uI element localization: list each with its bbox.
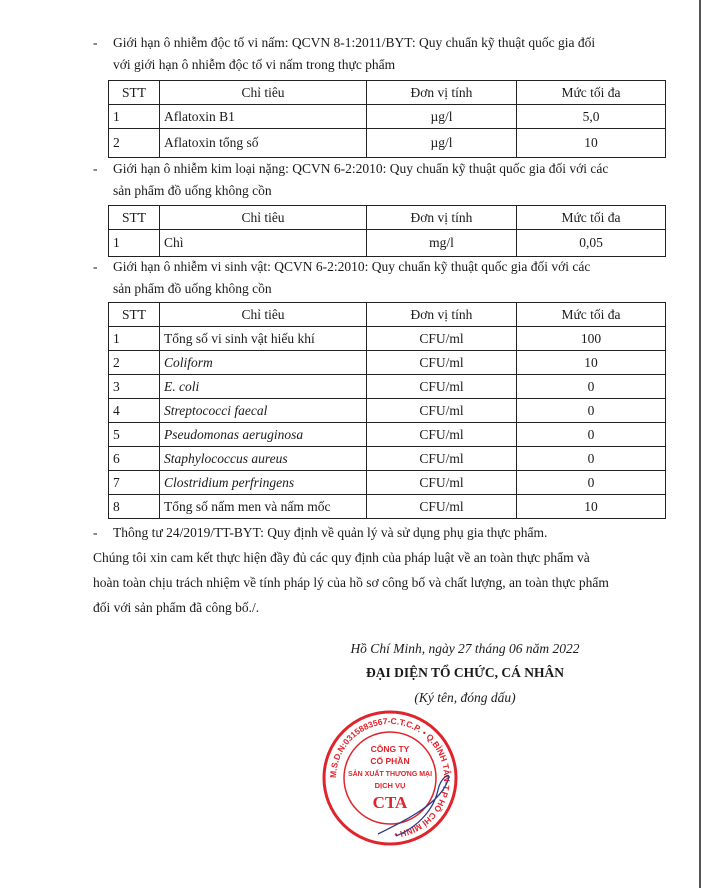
cell-stt: 2 <box>109 351 160 375</box>
col-stt: STT <box>109 81 160 105</box>
col-criteria: Chỉ tiêu <box>160 303 367 327</box>
cell-unit: µg/l <box>367 129 517 158</box>
table-row <box>109 399 666 423</box>
page-edge <box>699 0 701 888</box>
bullet-text-line2: với giới hạn ô nhiễm độc tố vi nấm trong thực phẩm <box>113 57 396 72</box>
cell-max: 0 <box>517 423 666 447</box>
col-max: Mức tối đa <box>517 81 666 105</box>
cell-max: 10 <box>517 129 666 158</box>
cell-unit: CFU/ml <box>367 447 517 471</box>
cell-unit: CFU/ml <box>367 471 517 495</box>
col-unit: Đơn vị tính <box>367 303 517 327</box>
bullet-mycotoxin <box>93 32 653 76</box>
place-date: Hồ Chí Minh, ngày 27 tháng 06 năm 2022 <box>350 641 580 656</box>
cell-unit: CFU/ml <box>367 375 517 399</box>
table-row <box>109 129 666 158</box>
col-stt: STT <box>109 206 160 230</box>
cell-stt: 3 <box>109 375 160 399</box>
bullet-microbiology <box>93 256 653 300</box>
commitment-line3: đối với sản phẩm đã công bố./. <box>93 600 260 615</box>
cell-unit: CFU/ml <box>367 399 517 423</box>
stamp-line2: CỔ PHẦN <box>370 756 410 766</box>
cell-unit: µg/l <box>367 105 517 129</box>
bullet-text-line2: sản phẩm đồ uống không cồn <box>113 281 272 296</box>
cell-stt: 4 <box>109 399 160 423</box>
commitment-paragraph <box>93 545 663 620</box>
bullet-dash: - <box>93 525 98 540</box>
cell-unit: CFU/ml <box>367 327 517 351</box>
cell-criteria: Tổng số nấm men và nấm mốc <box>160 495 367 519</box>
cell-unit: mg/l <box>367 230 517 257</box>
table-row <box>109 471 666 495</box>
cell-criteria: Pseudomonas aeruginosa <box>160 423 367 447</box>
bullet-heavy-metal <box>93 158 653 202</box>
table-header-row <box>109 206 666 230</box>
cell-unit: CFU/ml <box>367 495 517 519</box>
commitment-line2: hoàn toàn chịu trách nhiệm về tính pháp lý của hồ sơ công bố và chất lượng, an toàn thực phẩm <box>93 575 609 590</box>
cell-max: 10 <box>517 351 666 375</box>
bullet-text-line2: sản phẩm đồ uống không cồn <box>113 183 272 198</box>
company-stamp <box>320 708 460 848</box>
table-row <box>109 327 666 351</box>
col-criteria: Chỉ tiêu <box>160 206 367 230</box>
cell-criteria: Tổng số vi sinh vật hiếu khí <box>160 327 367 351</box>
table-microbiology <box>108 302 666 519</box>
cell-max: 0,05 <box>517 230 666 257</box>
col-max: Mức tối đa <box>517 206 666 230</box>
bullet-text-line1: Giới hạn ô nhiễm kim loại nặng: QCVN 6-2:2010: Quy chuẩn kỹ thuật quốc gia đối với các <box>113 161 609 176</box>
bullet-text-line1: Giới hạn ô nhiễm độc tố vi nấm: QCVN 8-1:2011/BYT: Quy chuẩn kỹ thuật quốc gia đối <box>113 35 596 50</box>
bullet-circular <box>93 522 653 544</box>
bullet-dash: - <box>93 161 98 176</box>
cell-unit: CFU/ml <box>367 423 517 447</box>
col-criteria: Chỉ tiêu <box>160 81 367 105</box>
cell-max: 5,0 <box>517 105 666 129</box>
cell-stt: 8 <box>109 495 160 519</box>
cell-stt: 1 <box>109 230 160 257</box>
table-row <box>109 351 666 375</box>
cell-max: 0 <box>517 375 666 399</box>
table-row <box>109 495 666 519</box>
cell-stt: 2 <box>109 129 160 158</box>
commitment-line1: Chúng tôi xin cam kết thực hiện đầy đủ các quy định của pháp luật về an toàn thực phẩm và <box>93 550 590 565</box>
cell-stt: 7 <box>109 471 160 495</box>
cell-max: 0 <box>517 399 666 423</box>
cell-criteria: E. coli <box>160 375 367 399</box>
stamp-line3: SẢN XUẤT THƯƠNG MẠI <box>347 771 433 778</box>
cell-criteria: Aflatoxin B1 <box>160 105 367 129</box>
stamp-ring-text: M.S.D.N:0315883567-C.T.C.P. • Q.BÌNH TÂN-T.P HỒ CHÍ MINH • <box>327 715 453 840</box>
cell-criteria: Staphylococcus aureus <box>160 447 367 471</box>
cell-criteria: Streptococci faecal <box>160 399 367 423</box>
col-unit: Đơn vị tính <box>367 81 517 105</box>
stamp-line5: CTA <box>372 793 408 812</box>
table-row <box>109 230 666 257</box>
table-row <box>109 375 666 399</box>
cell-stt: 5 <box>109 423 160 447</box>
cell-criteria: Coliform <box>160 351 367 375</box>
cell-criteria: Aflatoxin tổng số <box>160 129 367 158</box>
table-row <box>109 105 666 129</box>
cell-max: 10 <box>517 495 666 519</box>
table-heavy-metal <box>108 205 666 257</box>
cell-stt: 1 <box>109 327 160 351</box>
table-mycotoxin <box>108 80 666 158</box>
table-row <box>109 423 666 447</box>
bullet-text-line1: Thông tư 24/2019/TT-BYT: Quy định về quản lý và sử dụng phụ gia thực phẩm. <box>113 525 548 540</box>
cell-max: 100 <box>517 327 666 351</box>
cell-stt: 6 <box>109 447 160 471</box>
cell-criteria: Clostridium perfringens <box>160 471 367 495</box>
cell-stt: 1 <box>109 105 160 129</box>
col-stt: STT <box>109 303 160 327</box>
bullet-text-line1: Giới hạn ô nhiễm vi sinh vật: QCVN 6-2:2010: Quy chuẩn kỹ thuật quốc gia đối với các <box>113 259 591 274</box>
signature-note: (Ký tên, đóng dấu) <box>414 690 516 705</box>
cell-max: 0 <box>517 447 666 471</box>
stamp-line1: CÔNG TY <box>370 744 410 754</box>
col-unit: Đơn vị tính <box>367 206 517 230</box>
cell-max: 0 <box>517 471 666 495</box>
col-max: Mức tối đa <box>517 303 666 327</box>
signatory-title: ĐẠI DIỆN TỔ CHỨC, CÁ NHÂN <box>365 665 564 680</box>
table-row <box>109 447 666 471</box>
cell-criteria: Chì <box>160 230 367 257</box>
stamp-line4: DỊCH VỤ <box>374 781 406 790</box>
table-header-row <box>109 81 666 105</box>
bullet-dash: - <box>93 259 98 274</box>
cell-unit: CFU/ml <box>367 351 517 375</box>
table-header-row <box>109 303 666 327</box>
bullet-dash: - <box>93 35 98 50</box>
